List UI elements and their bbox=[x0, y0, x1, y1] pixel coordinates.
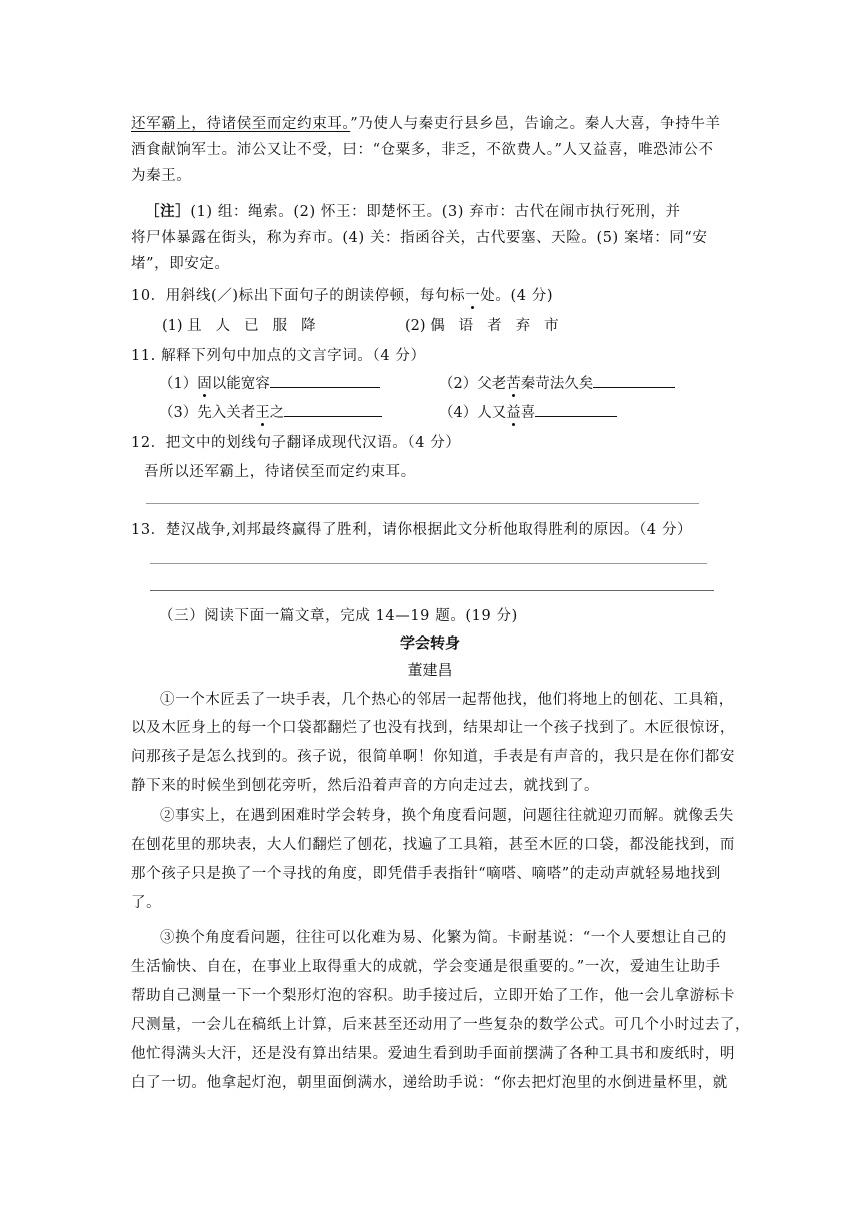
p3-line-5: 他忙得满头大汗，还是没有算出结果。爱迪生看到助手面前摆满了各种工具书和废纸时，明 bbox=[131, 1046, 735, 1062]
underlined-sentence: 还军霸上，待诸侯至而定约束耳。 bbox=[131, 116, 351, 132]
q10-stem-text: 10．用斜线(／)标出下面句子的朗读停顿，每句标 bbox=[131, 288, 466, 304]
section-3-heading: （三）阅读下面一篇文章，完成 14—19 题。(19 分) bbox=[159, 608, 518, 624]
q10-sentence-2 bbox=[405, 314, 573, 335]
q13-answer-line-1[interactable] bbox=[150, 563, 707, 564]
q11-i1-num: （1） bbox=[159, 376, 198, 392]
q11-i4-num: （4）人又 bbox=[439, 405, 507, 421]
passage-text: ”乃使人与秦吏行县乡邑，告谕之。秦人大喜，争持牛羊 bbox=[350, 116, 721, 132]
q11-i3-dotted: 王 bbox=[255, 405, 270, 421]
question-10-stem bbox=[131, 284, 553, 305]
passage-line-2: 酒食献饷军士。沛公又让不受，曰：“仓粟多，非乏，不欲费人。”人又益喜，唯恐沛公不 bbox=[131, 142, 714, 158]
q10-s1-text: 且人已服降 bbox=[187, 318, 330, 334]
q12-sentence: 吾所以还军霸上，待诸侯至而定约束耳。 bbox=[144, 464, 416, 480]
q11-i2-num: （2）父老 bbox=[439, 376, 507, 392]
notes-line-2: 将尸体暴露在街头，称为弃市。(4) 关：指函谷关，古代要塞、天险。(5) 案堵：同“安 bbox=[131, 230, 708, 246]
notes-label: ［注］ bbox=[145, 203, 191, 220]
q13-answer-line-2[interactable] bbox=[150, 590, 714, 591]
q11-item-2 bbox=[439, 372, 675, 393]
p3-line-6: 白了一切。他拿起灯泡，朝里面倒满水，递给助手说：“你去把灯泡里的水倒进量杯里，就 bbox=[131, 1075, 728, 1091]
q11-item-1 bbox=[159, 372, 380, 393]
p1-line-4: 静下来的时候坐到刨花旁听，然后沿着声音的方向走过去，就找到了。 bbox=[131, 778, 600, 794]
q11-i1-text: 以能宽容 bbox=[211, 376, 270, 392]
question-11-stem: 11. 解释下列句中加点的文言字词。（4 分） bbox=[131, 348, 426, 364]
q11-i3-text: 之 bbox=[269, 405, 285, 421]
p1-line-3: 问那孩子是怎么找到的。孩子说，很简单啊！你知道，手表是有声音的，我只是在你们都安 bbox=[131, 749, 735, 765]
notes-text: (1) 组：绳索。(2) 怀王：即楚怀王。(3) 弃市：古代在闹市执行死刑，并 bbox=[190, 204, 681, 220]
q10-dotted-char: 一 bbox=[465, 288, 481, 304]
question-12-stem: 12．把文中的划线句子翻译成现代汉语。（4 分） bbox=[131, 435, 461, 451]
q11-i2-text: 秦苛法久矣 bbox=[520, 376, 594, 392]
article-author: 董建昌 bbox=[407, 661, 453, 679]
q10-sentence-1 bbox=[162, 314, 330, 335]
p3-line-3: 帮助自己测量一下一个梨形灯泡的容积。助手接过后，立即开始了工作，他一会儿拿游标卡 bbox=[131, 988, 735, 1004]
article-title: 学会转身 bbox=[399, 634, 460, 652]
passage-line-1 bbox=[131, 112, 721, 133]
p2-line-4: 了。 bbox=[131, 895, 162, 911]
p3-line-1: ③换个角度看问题，往往可以化难为易、化繁为简。卡耐基说：“一个人要想让自己的 bbox=[160, 930, 727, 946]
p3-line-4: 尺测量，一会儿在稿纸上计算，后来甚至还动用了一些复杂的数学公式。可几个小时过去了， bbox=[131, 1017, 751, 1033]
p1-line-2: 以及木匠身上的每一个口袋都翻烂了也没有找到，结果却让一个孩子找到了。木匠很惊讶， bbox=[131, 720, 735, 736]
p2-line-1: ②事实上，在遇到困难时学会转身，换个角度看问题，问题往往就迎刃而解。就像丢失 bbox=[160, 808, 734, 824]
q11-i2-answer-blank[interactable] bbox=[593, 373, 675, 388]
p2-line-3: 那个孩子只是换了一个寻找的角度，即凭借手表指针“嘀嗒、嘀嗒”的走动声就轻易地找到 bbox=[131, 866, 721, 882]
q11-i1-dotted: 固 bbox=[197, 376, 212, 392]
q10-s1-num: (1) bbox=[162, 318, 183, 334]
q11-item-4 bbox=[439, 401, 617, 422]
q11-i4-dotted: 益 bbox=[506, 405, 521, 421]
q11-i4-text: 喜 bbox=[520, 405, 536, 421]
question-13-stem: 13．楚汉战争,刘邦最终赢得了胜利，请你根据此文分析他取得胜利的原因。（4 分） bbox=[131, 522, 693, 538]
q10-stem-tail: 处。(4 分) bbox=[480, 288, 554, 304]
q11-item-3 bbox=[159, 401, 382, 422]
p2-line-2: 在刨花里的那块表，大人们翻烂了刨花，找遍了工具箱，甚至木匠的口袋，都没能找到，而 bbox=[131, 837, 735, 853]
q12-answer-line[interactable] bbox=[146, 503, 699, 504]
q11-i2-dotted: 苦 bbox=[506, 376, 521, 392]
passage-line-3: 为秦王。 bbox=[131, 168, 192, 184]
notes-line-3: 堵”，即安定。 bbox=[131, 256, 230, 272]
q11-i3-answer-blank[interactable] bbox=[284, 402, 382, 417]
q11-i3-num: （3）先入关者 bbox=[159, 405, 256, 421]
q11-i1-answer-blank[interactable] bbox=[270, 373, 380, 388]
p1-line-1: ①一个木匠丢了一块手表，几个热心的邻居一起帮他找，他们将地上的刨花、工具箱， bbox=[160, 692, 734, 708]
q10-s2-num: (2) bbox=[405, 318, 426, 334]
notes-line-1 bbox=[145, 200, 681, 221]
p3-line-2: 生活愉快、自在，在事业上取得重大的成就，学会变通是很重要的。”一次，爱迪生让助手 bbox=[131, 959, 721, 975]
q11-i4-answer-blank[interactable] bbox=[535, 402, 617, 417]
q10-s2-text: 偶语者弃市 bbox=[430, 318, 573, 334]
